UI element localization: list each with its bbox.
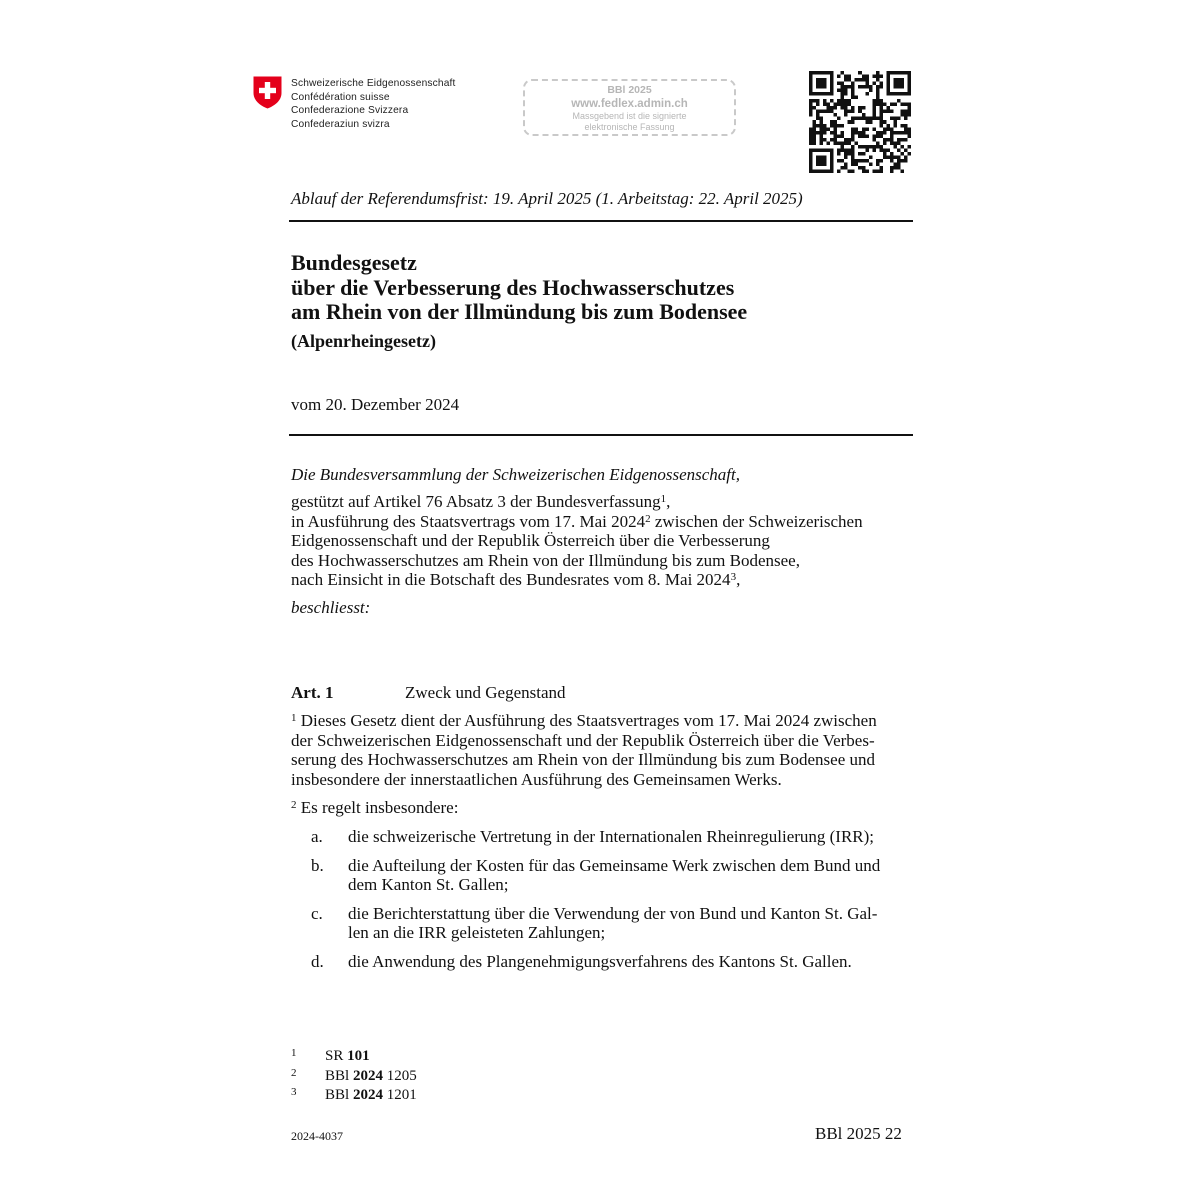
- footnote-prefix: SR: [325, 1048, 348, 1064]
- article-number: Art. 1: [291, 683, 334, 702]
- paragraph-1-line-3: serung des Hochwasserschutzes am Rhein von der Illmündung bis zum Bodensee und: [291, 750, 876, 769]
- footnote-suffix: 1205: [382, 1067, 417, 1084]
- publication-stamp: [523, 79, 736, 136]
- preamble-message-end: ,: [736, 570, 741, 589]
- article-paragraph-2: [291, 798, 913, 818]
- divider-top: [289, 220, 913, 222]
- footnote-prefix: BBl: [325, 1067, 353, 1084]
- list-item-marker: d.: [311, 951, 324, 971]
- list-item: [311, 904, 913, 943]
- stamp-line-2: www.fedlex.admin.ch: [571, 98, 688, 110]
- law-title-line-1: Bundesgesetz: [291, 250, 417, 275]
- swiss-cross-shield-icon: [253, 76, 282, 109]
- footnote-1: [291, 1045, 417, 1065]
- preamble-basis: [291, 492, 913, 590]
- preamble-message-text: nach Einsicht in die Botschaft des Bundesrates vom 8. Mai 2024: [291, 570, 731, 589]
- law-title-line-2: über die Verbesserung des Hochwasserschutzes: [291, 274, 735, 300]
- divider-bottom: [289, 434, 913, 436]
- footnote-prefix: BBl: [325, 1087, 353, 1103]
- list-item-line: die Berichterstattung über die Verwendung der von Bund und Kanton St. Gal-: [348, 903, 878, 923]
- article-title: Zweck und Gegenstand: [405, 683, 566, 702]
- confederation-name-de: Schweizerische Eidgenossenschaft: [291, 78, 456, 89]
- footnotes: [291, 1045, 417, 1104]
- footnote-ref-2[interactable]: 2: [645, 512, 651, 525]
- list-item-marker: c.: [311, 903, 323, 923]
- list-item: [311, 952, 913, 972]
- preamble-assembly: Die Bundesversammlung der Schweizerischen Eidgenossenschaft,: [291, 465, 740, 484]
- referendum-deadline: Ablauf der Referendumsfrist: 19. April 2025 (1. Arbeitstag: 22. April 2025): [291, 189, 803, 208]
- preamble-exec-text-2: zwischen der Schweizerischen: [650, 511, 863, 531]
- footnote-bold: 101: [347, 1048, 370, 1064]
- article-heading: [291, 683, 566, 703]
- law-title: [291, 251, 747, 325]
- preamble-basis-text: gestützt auf Artikel 76 Absatz 3 der Bundesverfassung: [291, 492, 661, 511]
- confederation-name-it: Confederazione Svizzera: [291, 105, 409, 117]
- article-list: [311, 827, 913, 980]
- confederation-name-fr: Confédération suisse: [291, 91, 390, 103]
- preamble-message-line: [291, 570, 913, 590]
- footnote-bold: 2024: [352, 1067, 383, 1084]
- footnote-3: [291, 1084, 417, 1104]
- article-paragraph-1: [291, 711, 913, 789]
- footnote-bold: 2024: [352, 1087, 383, 1103]
- list-item-line: die Anwendung des Plangenehmigungsverfahrens des Kantons St. Gallen.: [348, 951, 852, 971]
- preamble-exec-line-2: Eidgenossenschaft und der Republik Österreich über die Verbesserung: [291, 531, 770, 550]
- paragraph-1-line-1: [291, 711, 913, 731]
- qr-code-icon[interactable]: [809, 71, 911, 173]
- document-number: 2024-4037: [291, 1129, 343, 1143]
- preamble-exec-line-1: [291, 512, 913, 532]
- preamble-exec-text-1: in Ausführung des Staatsvertrags vom 17. Mai 2024: [291, 511, 646, 531]
- law-title-line-3: am Rhein von der Illmündung bis zum Bodensee: [291, 299, 748, 324]
- law-date: vom 20. Dezember 2024: [291, 395, 460, 414]
- footnote-number: 3: [291, 1086, 297, 1098]
- preamble-basis-line: [291, 492, 913, 512]
- confederation-name-rm: Confederaziun svizra: [291, 118, 390, 130]
- footnote-number: 1: [291, 1047, 297, 1059]
- stamp-line-4: elektronische Fassung: [584, 122, 675, 132]
- preamble-decides: beschliesst:: [291, 598, 371, 617]
- paragraph-2-marker: 2: [291, 799, 297, 811]
- preamble-basis-end: ,: [666, 492, 671, 511]
- footnote-number: 2: [291, 1066, 297, 1079]
- list-item-marker: a.: [311, 827, 323, 846]
- paragraph-1-marker: 1: [291, 712, 297, 724]
- footnote-ref-1[interactable]: 1: [660, 493, 667, 505]
- paragraph-1-line-2: der Schweizerischen Eidgenossenschaft und der Republik Österreich über die Verbes-: [291, 730, 875, 750]
- footnote-2: [291, 1065, 417, 1085]
- list-item-line: dem Kanton St. Gallen;: [348, 875, 509, 894]
- bbl-reference: BBl 2025 22: [815, 1124, 902, 1143]
- list-item: [311, 856, 913, 895]
- list-item-marker: b.: [311, 855, 324, 875]
- list-item: [311, 827, 913, 847]
- list-item-line: die Aufteilung der Kosten für das Gemeinsame Werk zwischen dem Bund und: [348, 855, 881, 875]
- preamble-exec-line-3: des Hochwasserschutzes am Rhein von der Illmündung bis zum Bodensee,: [291, 550, 800, 570]
- paragraph-2-text: Es regelt insbesondere:: [300, 798, 459, 817]
- list-item-line: len an die IRR geleisteten Zahlungen;: [348, 923, 606, 942]
- stamp-line-1: BBl 2025: [607, 84, 652, 96]
- footnote-ref-3[interactable]: 3: [730, 571, 737, 583]
- law-short-title: (Alpenrheingesetz): [291, 331, 436, 351]
- footnote-suffix: 1201: [382, 1087, 417, 1103]
- paragraph-1-line-4: insbesondere der innerstaatlichen Ausführung des Gemeinsamen Werks.: [291, 769, 782, 789]
- paragraph-1-text-1: Dieses Gesetz dient der Ausführung des Staatsvertrages vom 17. Mai 2024 zwischen: [300, 711, 877, 730]
- list-item-line: die schweizerische Vertretung in der Internationalen Rheinregulierung (IRR);: [348, 827, 875, 846]
- stamp-line-3: Massgebend ist die signierte: [572, 111, 687, 121]
- confederation-names: [291, 77, 456, 131]
